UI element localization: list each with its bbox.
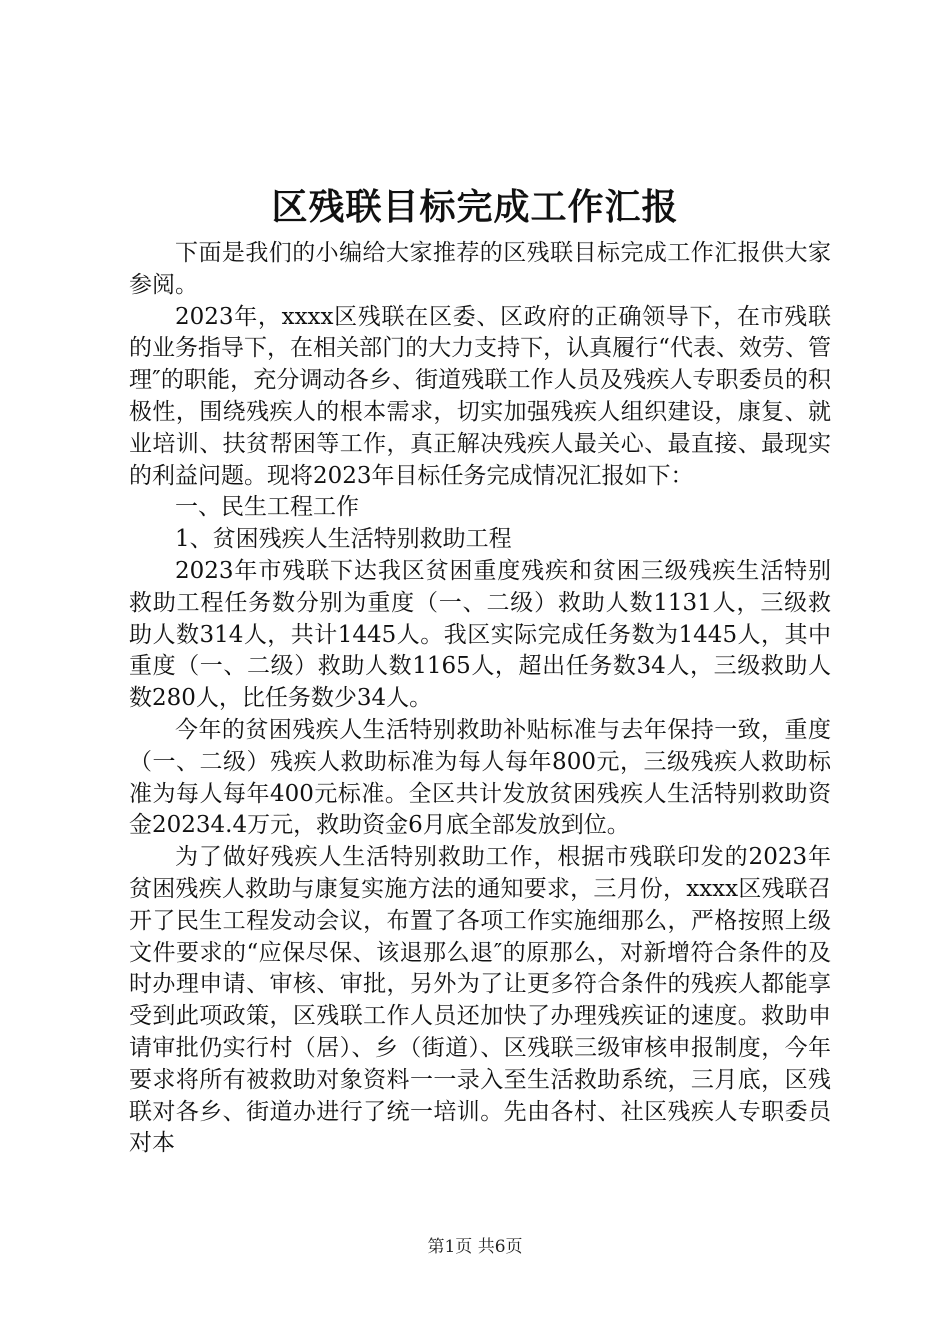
paragraph-overview: 2023年，xxxx区残联在区委、区政府的正确领导下，在市残联的业务指导下，在相关部门的大力支持下，认真履行“代表、效劳、管理″的职能，充分调动各乡、街道残联工作人员及残疾人专职委员的积极性，围绕残疾人的根本需求，切实加强残疾人组织建设，康复、就业培训、扶贫帮困等工作，真正解决残疾人最关心、最直接、最现实的利益问题。现将2023年目标任务完成情况汇报如下： [129,303,831,489]
page-number: 第1页 共6页 [427,1237,523,1257]
paragraph-task-numbers: 2023年市残联下达我区贫困重度残疾和贫困三级残疾生活特别救助工程任务数分别为重度（一、二级）救助人数1131人，三级救助人数314人，共计1445人。我区实际完成任务数为1445人，其中重度（一、二级）救助人数1165人，超出任务数34人，三级救助人数280人，比任务数少34人。 [129,557,831,712]
section-heading: 一、民生工程工作 [175,494,359,521]
document-body [129,238,831,1160]
subsection-heading: 1、贫困残疾人生活特别救助工程 [175,526,512,553]
document-title: 区残联目标完成工作汇报 [271,186,679,228]
paragraph-intro: 下面是我们的小编给大家推荐的区残联目标完成工作汇报供大家参阅。 [129,240,831,298]
paragraph-implementation: 为了做好残疾人生活特别救助工作，根据市残联印发的2023年贫困残疾人救助与康复实施方法的通知要求，三月份，xxxx区残联召开了民生工程发动会议，布置了各项工作实施细那么，严格按照上级文件要求的“应保尽保、该退那么退″的原那么，对新增符合条件的及时办理申请、审核、审批，另外为了让更多符合条件的残疾人都能享受到此项政策，区残联工作人员还加快了办理残疾证的速度。救助申请审批仍实行村（居）、乡（街道）、区残联三级审核申报制度，今年要求将所有被救助对象资料一一录入至生活救助系统，三月底，区残联对各乡、街道办进行了统一培训。先由各村、社区残疾人专职委员对本 [129,844,831,1157]
paragraph-subsidy-standard: 今年的贫困残疾人生活特别救助补贴标准与去年保持一致，重度（一、二级）残疾人救助标准为每人每年800元，三级残疾人救助标准为每人每年400元标准。全区共计发放贫困残疾人生活特别救助资金20234.4万元，救助资金6月底全部发放到位。 [129,716,831,839]
